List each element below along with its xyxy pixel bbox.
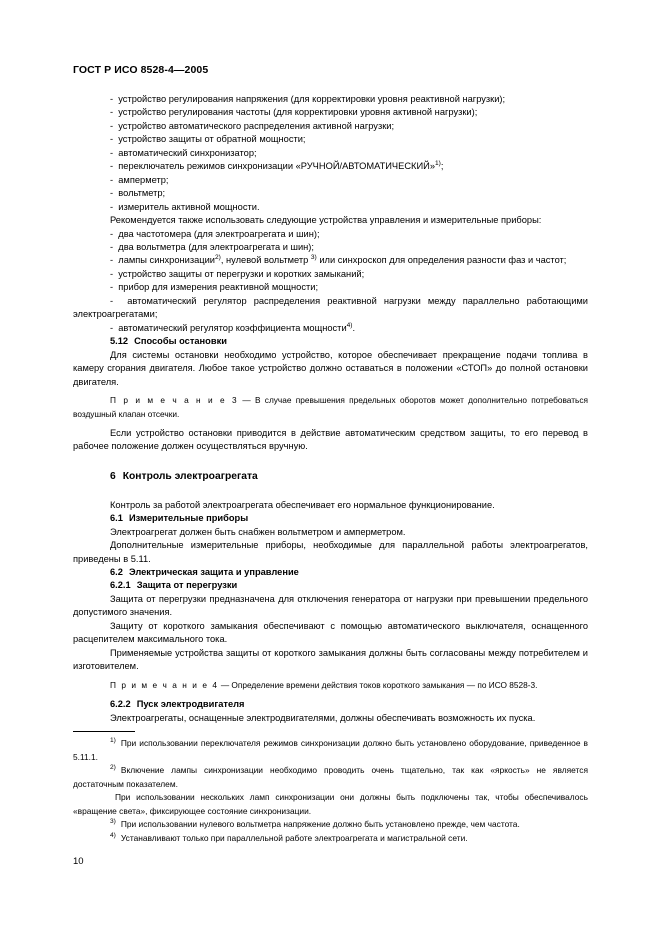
list-item: - автоматический регулятор распределения реактивной нагрузки между параллельно работающими электроагрегатами; <box>73 295 588 322</box>
list-item <box>73 254 588 267</box>
paragraph-6-intro: Контроль за работой электроагрегата обеспечивает его нормальное функционирование. <box>110 499 495 510</box>
list-item: - устройство защиты от перегрузки и коротких замыканий; <box>73 268 588 281</box>
list-item: - устройство регулирования частоты (для корректировки уровня активной нагрузки); <box>73 106 588 119</box>
paragraph-5-12-2: Если устройство остановки приводится в действие автоматическим средством защиты, то его перевод в рабочее положение должен осуществляться вручную. <box>73 427 588 452</box>
paragraph-6-2-2-1: Электроагрегаты, оснащенные электродвигателями, должны обеспечивать возможность их пуска. <box>110 712 536 723</box>
list-item-text: переключатель режимов синхронизации «РУЧНОЙ/АВТОМАТИЧЕСКИЙ» <box>118 161 435 172</box>
footnote-marker: 1) <box>110 737 116 745</box>
footnote-marker: 3) <box>110 818 116 826</box>
heading-number: 6.2 <box>110 567 123 577</box>
heading-6-1 <box>73 512 588 525</box>
list-item: - два вольтметра (для электроагрегата и шин); <box>73 241 588 254</box>
footnote-ref-1: 1) <box>435 160 441 168</box>
heading-title: Электрическая защита и управление <box>128 567 299 577</box>
list-item: - устройство регулирования напряжения (для корректировки уровня реактивной нагрузки); <box>73 93 588 106</box>
note-text: — В случае превышения предельных оборотов может дополнительно потребоваться воздушный клапан отсечки. <box>73 395 588 419</box>
heading-6-2-2 <box>73 698 588 711</box>
footnote-text: При использовании нулевого вольтметра напряжение должно быть установлено прежде, чем частота. <box>120 819 520 829</box>
note-label: П р и м е ч а н и е 3 <box>110 395 239 406</box>
footnote-item <box>73 764 588 791</box>
heading-title: Способы остановки <box>134 336 227 347</box>
document-header: ГОСТ Р ИСО 8528-4—2005 <box>73 64 209 76</box>
heading-5-12 <box>73 335 588 348</box>
note-label: П р и м е ч а н и е 4 <box>110 680 219 691</box>
list-item: - автоматический синхронизатор; <box>73 147 588 160</box>
footnote-ref-2: 2) <box>215 254 221 262</box>
list-item <box>73 160 588 173</box>
heading-section-6 <box>73 470 588 483</box>
heading-6-2 <box>73 566 588 579</box>
list-item-text: или синхроскоп для определения разности фаз и частот; <box>316 255 567 266</box>
paragraph-6-2-1-3: Применяемые устройства защиты от короткого замыкания должны быть согласованы между потребителем и изготовителем. <box>73 647 588 672</box>
footnote-marker: 4) <box>110 831 116 839</box>
footnote-item <box>73 791 588 818</box>
heading-title: Защита от перегрузки <box>136 580 238 591</box>
paragraph-6-2-1-1: Защита от перегрузки предназначена для отключения генератора от нагрузки при превышении предельного допустимого значения. <box>73 593 588 618</box>
footnote-marker: 2) <box>110 764 116 772</box>
recommended-intro: Рекомендуется также использовать следующие устройства управления и измерительные приборы: <box>110 215 542 226</box>
list-item-text: , нулевой вольтметр <box>220 255 311 266</box>
footnote-block <box>73 731 588 845</box>
list-item: - вольтметр; <box>73 187 588 200</box>
footnote-separator <box>73 731 135 732</box>
footnote-text: При использовании нескольких ламп синхронизации они должны быть подключены так, чтобы обеспечивалось «вращение света», фиксирующее состояние синхронизации. <box>73 792 588 816</box>
footnote-text: Устанавливают только при параллельной работе электроагрегата и магистральной сети. <box>120 832 468 843</box>
paragraph-6-1-2: Дополнительные измерительные приборы, необходимые для параллельной работы электроагрегатов, приведены в 5.11. <box>73 540 588 564</box>
heading-title: Пуск электродвигателя <box>136 699 245 710</box>
body-text <box>73 93 588 725</box>
list-item: - прибор для измерения реактивной мощности; <box>73 281 588 294</box>
list-item: - амперметр; <box>73 174 588 187</box>
paragraph-6-2-1-2: Защиту от короткого замыкания обеспечивают с помощью автоматического выключателя, оснащенного расцепителем максимального тока. <box>73 620 588 645</box>
footnote-item <box>73 737 588 764</box>
note-4 <box>73 679 588 692</box>
footnote-item <box>73 818 588 832</box>
page-content <box>73 64 588 725</box>
heading-title: Измерительные приборы <box>128 513 249 524</box>
footnote-text: При использовании переключателя режимов синхронизации должно быть установлено оборудование, приведенное в 5.11.1. <box>73 738 588 762</box>
footnote-ref-4: 4) <box>346 321 353 329</box>
heading-number: 6 <box>110 471 116 483</box>
list-item: - устройство автоматического распределения активной нагрузки; <box>73 120 588 133</box>
heading-6-2-1 <box>73 579 588 592</box>
note-3 <box>73 394 588 421</box>
page-number: 10 <box>73 856 84 867</box>
note-text: — Определение времени действия токов короткого замыкания — по ИСО 8528-3. <box>218 680 538 691</box>
heading-number: 5.12 <box>110 336 129 347</box>
list-item: - измеритель активной мощности. <box>73 201 588 214</box>
list-item: - устройство защиты от обратной мощности; <box>73 133 588 146</box>
list-item-tail: ; <box>440 161 444 172</box>
list-item <box>73 322 588 335</box>
footnote-item <box>73 832 588 846</box>
paragraph-6-1-1: Электроагрегат должен быть снабжен вольтметром и амперметром. <box>110 526 406 537</box>
heading-number: 6.2.1 <box>110 580 131 591</box>
list-item: - два частотомера (для электроагрегата и шин); <box>73 228 588 241</box>
footnote-ref-3: 3) <box>310 254 317 262</box>
heading-title: Контроль электроагрегата <box>122 471 258 483</box>
list-item-tail: . <box>352 322 356 333</box>
heading-number: 6.1 <box>110 513 123 524</box>
list-item-text: автоматический регулятор коэффициента мощности <box>118 322 347 333</box>
list-item-text: лампы синхронизации <box>118 255 215 266</box>
footnote-text: Включение лампы синхронизации необходимо проводить очень тщательно, так как «яркость» не является достаточным показателем. <box>73 765 588 789</box>
heading-number: 6.2.2 <box>110 699 131 710</box>
paragraph-5-12-1: Для системы остановки необходимо устройство, которое обеспечивает прекращение подачи топлива в камеру сгорания двигателя. Любое такое устройство должно оставаться в положении «СТОП» до полной остановки двигателя. <box>73 349 588 387</box>
